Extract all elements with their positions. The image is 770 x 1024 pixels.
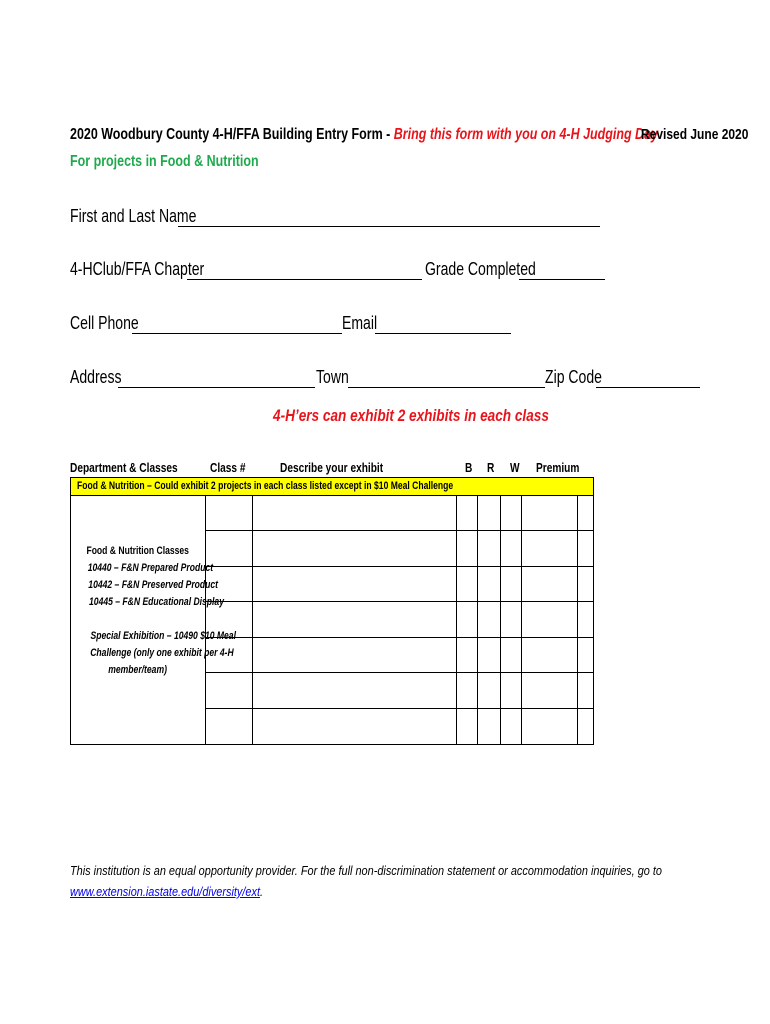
- diversity-link[interactable]: www.extension.iastate.edu/diversity/ext: [70, 884, 260, 899]
- grade-field[interactable]: [519, 279, 605, 280]
- special-exhibition-line: member/team): [108, 664, 168, 676]
- category-banner: Food & Nutrition – Could exhibit 2 projects in each class listed except in $10 Meal Challenge: [70, 477, 594, 496]
- header-department: Department & Classes: [70, 460, 178, 475]
- town-label: Town: [316, 367, 349, 387]
- header-red: R: [487, 460, 495, 475]
- title-reminder: Bring this form with you on 4-H Judging Day: [393, 126, 658, 143]
- classes-list: [70, 543, 236, 679]
- classes-title: Food & Nutrition Classes: [86, 545, 190, 557]
- footer-text: This institution is an equal opportunity provider. For the full non-discrimination statement or accommodation inquiries, go to: [70, 863, 663, 878]
- header-premium: Premium: [536, 460, 580, 475]
- header-class-number: Class #: [210, 460, 246, 475]
- describe-cell[interactable]: [253, 497, 456, 530]
- header-white: W: [510, 460, 520, 475]
- header-blue: B: [465, 460, 473, 475]
- zip-field[interactable]: [596, 387, 700, 388]
- address-label: Address: [70, 367, 122, 387]
- footer-statement: This institution is an equal opportunity provider. For the full non-discrimination statement or accommodation inquiries, go to www.extension.iastate.edu/diversity/ext.: [70, 860, 770, 902]
- town-field[interactable]: [348, 387, 545, 388]
- email-field[interactable]: [375, 333, 511, 334]
- zip-label: Zip Code: [545, 367, 602, 387]
- club-field[interactable]: [187, 279, 422, 280]
- special-exhibition-line: Special Exhibition – 10490 $10 Meal: [90, 630, 236, 642]
- revised-date: Revised June 2020: [641, 126, 749, 143]
- name-field[interactable]: [178, 226, 600, 227]
- exhibit-limit-notice: 4-H’ers can exhibit 2 exhibits in each class: [273, 406, 549, 425]
- class-number-cell[interactable]: [206, 497, 252, 530]
- phone-field[interactable]: [132, 333, 342, 334]
- special-exhibition-line: Challenge (only one exhibit per 4-H: [90, 647, 234, 659]
- class-item: 10440 – F&N Prepared Product: [87, 562, 214, 574]
- email-label: Email: [342, 313, 378, 333]
- address-field[interactable]: [118, 387, 315, 388]
- grade-label: Grade Completed: [425, 259, 536, 279]
- phone-label: Cell Phone: [70, 313, 139, 333]
- header-describe: Describe your exhibit: [280, 460, 384, 475]
- title-text: 2020 Woodbury County 4-H/FFA Building Entry Form -: [70, 126, 394, 143]
- class-item: 10442 – F&N Preserved Product: [88, 579, 219, 591]
- class-item: 10445 – F&N Educational Display: [89, 596, 224, 608]
- club-label: 4-HClub/FFA Chapter: [70, 259, 205, 279]
- form-subtitle: For projects in Food & Nutrition: [70, 153, 259, 170]
- name-label: First and Last Name: [70, 206, 197, 226]
